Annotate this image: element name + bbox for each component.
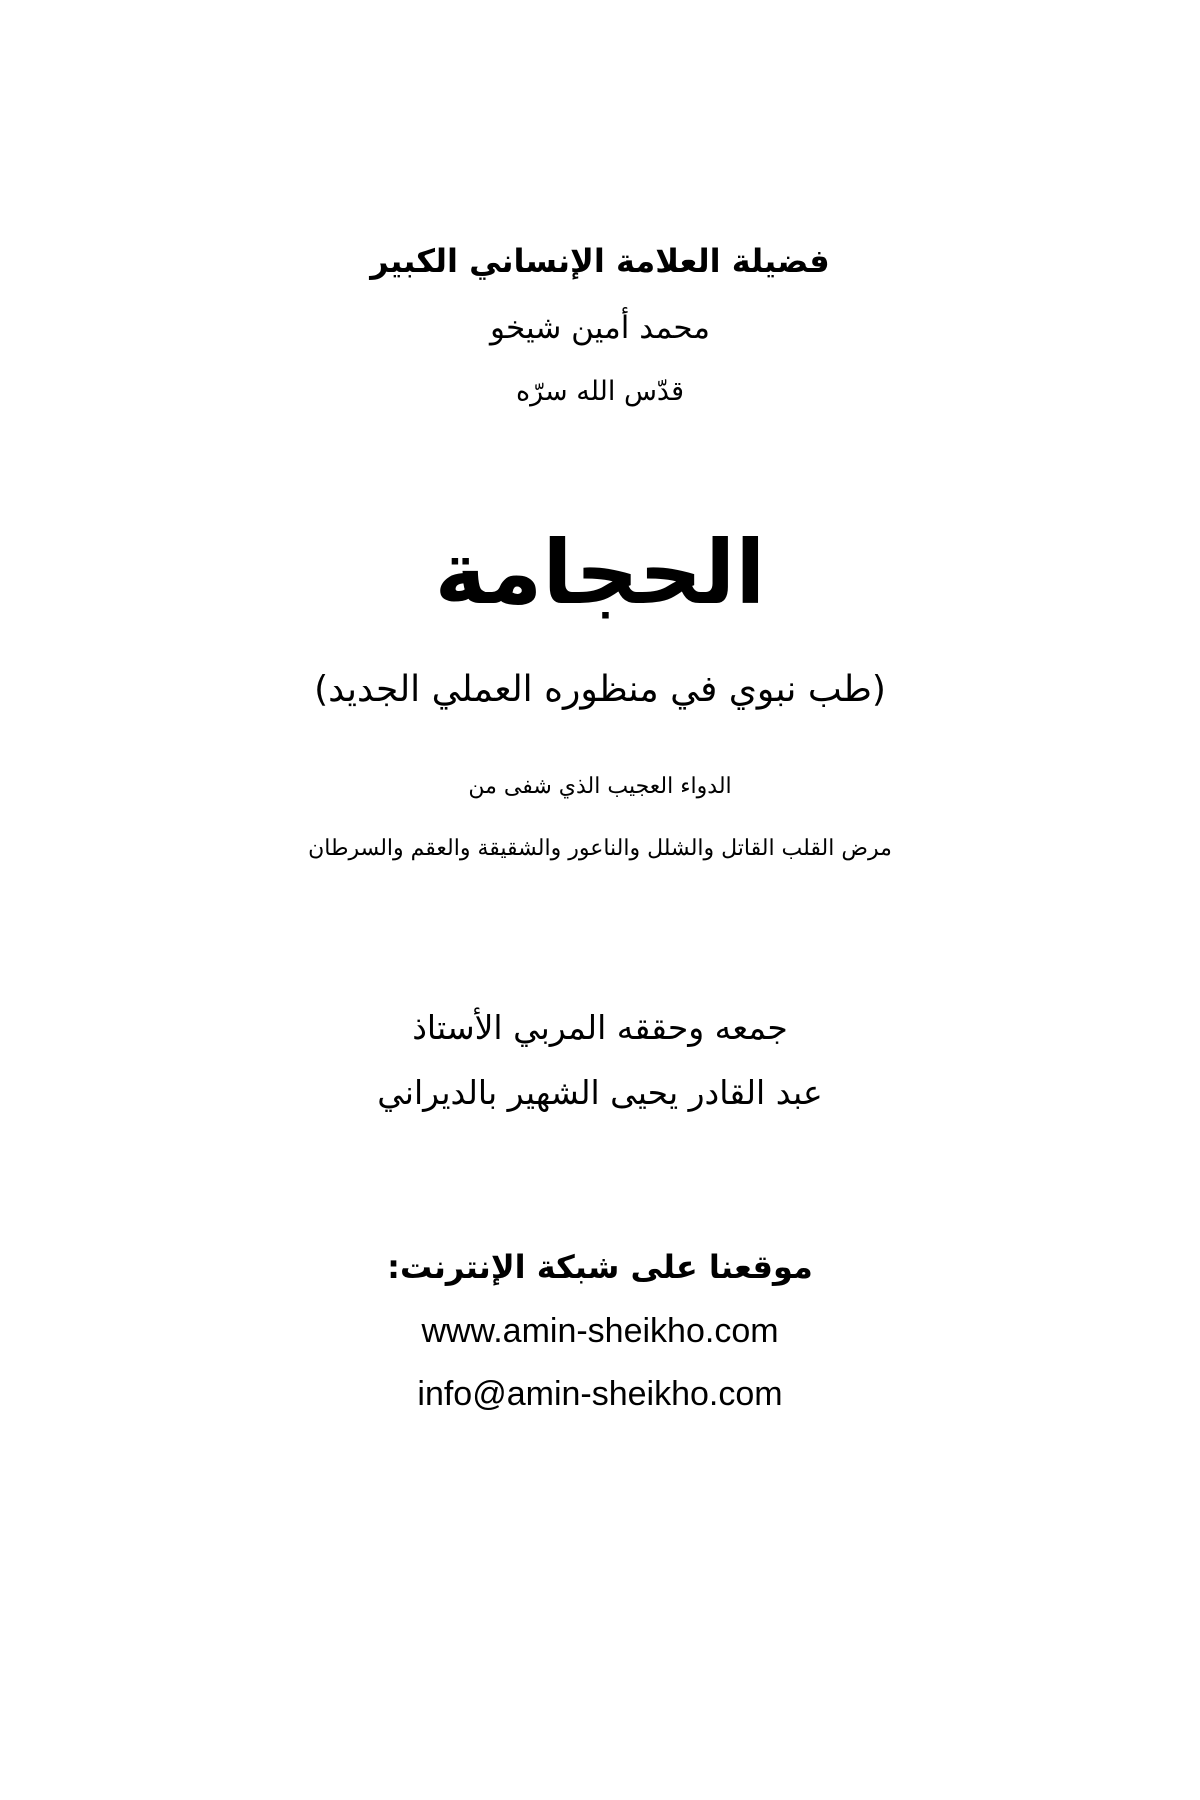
book-subtitle: (طب نبوي في منظوره العملي الجديد) bbox=[314, 669, 886, 710]
description-line-1: الدواء العجيب الذي شفى من bbox=[468, 774, 732, 799]
author-name: محمد أمين شيخو bbox=[489, 310, 711, 346]
email-link[interactable]: info@amin-sheikho.com bbox=[417, 1375, 783, 1413]
book-title: الحجامة bbox=[434, 521, 766, 624]
author-honorific: فضيلة العلامة الإنساني الكبير bbox=[370, 242, 830, 280]
author-blessing: قدّس الله سرّه bbox=[515, 376, 684, 407]
website-label: موقعنا على شبكة الإنترنت: bbox=[387, 1248, 813, 1286]
compiler-name: عبد القادر يحيى الشهير بالديراني bbox=[377, 1073, 823, 1112]
compiler-credit: جمعه وحققه المربي الأستاذ bbox=[412, 1008, 788, 1047]
description-line-2: مرض القلب القاتل والشلل والناعور والشقيقة والعقم والسرطان bbox=[308, 836, 892, 861]
website-link[interactable]: www.amin-sheikho.com bbox=[421, 1312, 779, 1350]
